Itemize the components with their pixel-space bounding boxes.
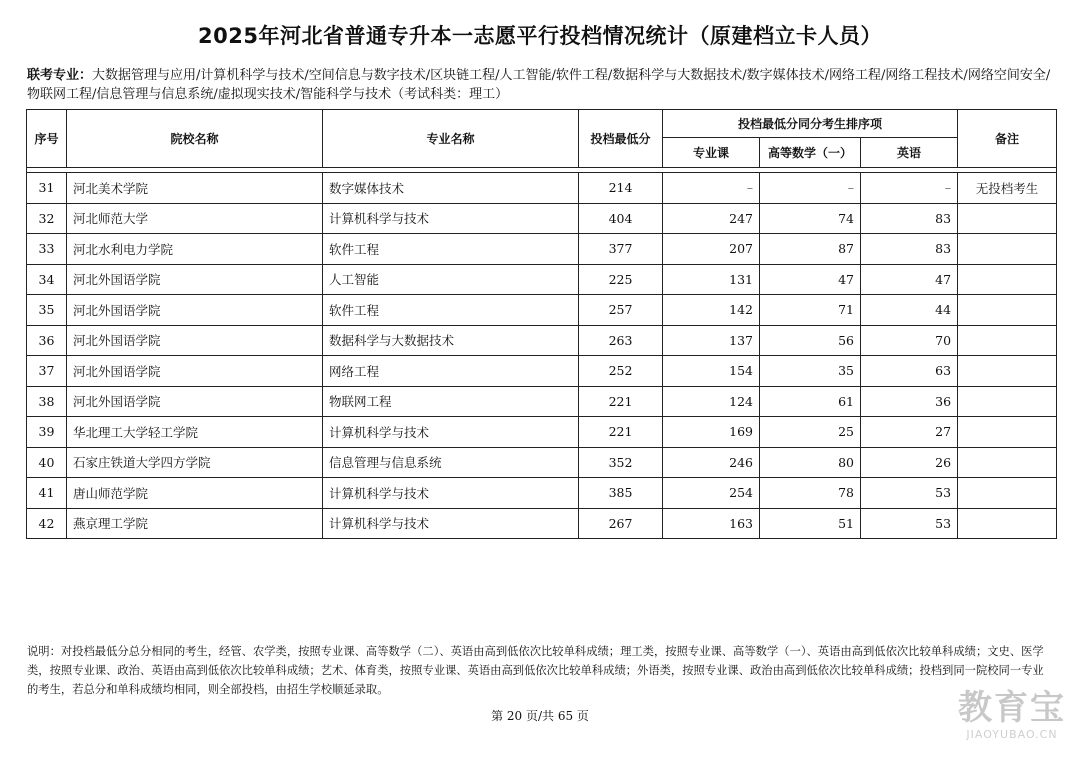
cell-major: 物联网工程 xyxy=(323,386,579,417)
cell-school: 燕京理工学院 xyxy=(67,508,323,539)
cell-school: 石家庄铁道大学四方学院 xyxy=(67,447,323,478)
cell-min-score: 252 xyxy=(579,356,663,387)
cell-major: 数据科学与大数据技术 xyxy=(323,325,579,356)
cell-min-score: 385 xyxy=(579,478,663,509)
table-row xyxy=(27,325,1057,356)
page-number: 第 20 页/共 65 页 xyxy=(491,709,589,723)
cell-seq: 32 xyxy=(27,203,67,234)
table-row xyxy=(27,508,1057,539)
cell-school: 河北外国语学院 xyxy=(67,264,323,295)
cell-min-score: 221 xyxy=(579,386,663,417)
cell-math: 61 xyxy=(760,386,861,417)
cell-note xyxy=(958,417,1057,448)
cell-math: 51 xyxy=(760,508,861,539)
subjects-lead: 联考专业： xyxy=(27,68,93,83)
cell-note xyxy=(958,356,1057,387)
cell-english: 26 xyxy=(861,447,958,478)
cell-note xyxy=(958,508,1057,539)
cell-note xyxy=(958,325,1057,356)
cell-school: 河北外国语学院 xyxy=(67,386,323,417)
cell-english: 70 xyxy=(861,325,958,356)
watermark-en: JIAOYUBAO.CN xyxy=(966,728,1058,741)
cell-english: 27 xyxy=(861,417,958,448)
cell-school: 河北外国语学院 xyxy=(67,325,323,356)
cell-seq: 37 xyxy=(27,356,67,387)
cell-seq: 40 xyxy=(27,447,67,478)
admission-table xyxy=(26,109,1057,539)
cell-major: 软件工程 xyxy=(323,234,579,265)
cell-major-course: 163 xyxy=(663,508,760,539)
cell-major-course: 207 xyxy=(663,234,760,265)
header-major: 专业名称 xyxy=(323,110,579,168)
cell-english: 47 xyxy=(861,264,958,295)
table-row xyxy=(27,264,1057,295)
table-row xyxy=(27,478,1057,509)
cell-min-score: 214 xyxy=(579,173,663,204)
cell-note xyxy=(958,295,1057,326)
table-row xyxy=(27,417,1057,448)
cell-major-course: 169 xyxy=(663,417,760,448)
table-row xyxy=(27,295,1057,326)
cell-math: 71 xyxy=(760,295,861,326)
cell-major-course: 247 xyxy=(663,203,760,234)
cell-min-score: 263 xyxy=(579,325,663,356)
cell-school: 河北水利电力学院 xyxy=(67,234,323,265)
cell-note xyxy=(958,478,1057,509)
cell-major-course: 254 xyxy=(663,478,760,509)
cell-min-score: 352 xyxy=(579,447,663,478)
cell-min-score: 267 xyxy=(579,508,663,539)
header-seq: 序号 xyxy=(27,110,67,168)
cell-math: 87 xyxy=(760,234,861,265)
cell-school: 河北美术学院 xyxy=(67,173,323,204)
cell-seq: 31 xyxy=(27,173,67,204)
subjects-text: 大数据管理与应用/计算机科学与技术/空间信息与数字技术/区块链工程/人工智能/软件工程/数据科学与大数据技术/数字媒体技术/网络工程/网络工程技术/网络空间安全/物联网工程/信息管理与信息系统/虚拟现实技术/智能科学与技术（考试科类：理工） xyxy=(27,68,1051,102)
watermark-logo xyxy=(958,688,1066,741)
cell-english: – xyxy=(861,173,958,204)
cell-seq: 42 xyxy=(27,508,67,539)
table-row xyxy=(27,386,1057,417)
cell-note xyxy=(958,234,1057,265)
cell-major: 网络工程 xyxy=(323,356,579,387)
cell-major-course: 124 xyxy=(663,386,760,417)
table-row xyxy=(27,173,1057,204)
subjects-list xyxy=(27,66,1057,104)
cell-english: 83 xyxy=(861,234,958,265)
cell-seq: 38 xyxy=(27,386,67,417)
cell-min-score: 225 xyxy=(579,264,663,295)
cell-major-course: – xyxy=(663,173,760,204)
cell-note: 无投档考生 xyxy=(958,173,1057,204)
cell-math: 56 xyxy=(760,325,861,356)
cell-math: 47 xyxy=(760,264,861,295)
cell-min-score: 377 xyxy=(579,234,663,265)
table-row xyxy=(27,356,1057,387)
page-title: 2025年河北省普通专升本一志愿平行投档情况统计（原建档立卡人员） xyxy=(198,24,882,48)
cell-seq: 41 xyxy=(27,478,67,509)
cell-note xyxy=(958,264,1057,295)
cell-school: 华北理工大学轻工学院 xyxy=(67,417,323,448)
watermark-cn: 教育宝 xyxy=(958,688,1066,728)
cell-english: 44 xyxy=(861,295,958,326)
cell-math: 35 xyxy=(760,356,861,387)
cell-major: 计算机科学与技术 xyxy=(323,203,579,234)
cell-seq: 35 xyxy=(27,295,67,326)
header-rank-group: 投档最低分同分考生排序项 xyxy=(663,110,958,138)
cell-major: 计算机科学与技术 xyxy=(323,417,579,448)
footnote: 说明：对投档最低分总分相同的考生，经管、农学类，按照专业课、高等数学（二）、英语由高到低依次比较单科成绩；理工类，按照专业课、高等数学（一）、英语由高到低依次比较单科成绩；文史、医学类，按照专业课、政治、英语由高到低依次比较单科成绩；艺术、体育类，按照专业课、英语由高到低依次比较单科成绩；外语类，按照专业课、政治由高到低依次比较单科成绩；投档到同一院校同一专业的考生，若总分和单科成绩均相同，则全部投档，由招生学校顺延录取。 xyxy=(27,645,1044,696)
table-row xyxy=(27,234,1057,265)
cell-school: 唐山师范学院 xyxy=(67,478,323,509)
table-body xyxy=(27,173,1057,539)
header-sub-major-course: 专业课 xyxy=(663,138,760,168)
cell-major-course: 137 xyxy=(663,325,760,356)
cell-note xyxy=(958,386,1057,417)
cell-major-course: 246 xyxy=(663,447,760,478)
cell-major: 信息管理与信息系统 xyxy=(323,447,579,478)
cell-min-score: 221 xyxy=(579,417,663,448)
cell-major: 数字媒体技术 xyxy=(323,173,579,204)
cell-seq: 33 xyxy=(27,234,67,265)
header-school: 院校名称 xyxy=(67,110,323,168)
cell-math: 80 xyxy=(760,447,861,478)
cell-english: 36 xyxy=(861,386,958,417)
cell-school: 河北外国语学院 xyxy=(67,295,323,326)
cell-english: 53 xyxy=(861,508,958,539)
cell-english: 63 xyxy=(861,356,958,387)
cell-seq: 36 xyxy=(27,325,67,356)
cell-school: 河北外国语学院 xyxy=(67,356,323,387)
cell-major: 软件工程 xyxy=(323,295,579,326)
cell-note xyxy=(958,203,1057,234)
cell-note xyxy=(958,447,1057,478)
cell-min-score: 404 xyxy=(579,203,663,234)
cell-major: 计算机科学与技术 xyxy=(323,478,579,509)
cell-math: 78 xyxy=(760,478,861,509)
header-note: 备注 xyxy=(958,110,1057,168)
header-min-score: 投档最低分 xyxy=(579,110,663,168)
cell-english: 53 xyxy=(861,478,958,509)
header-sub-english: 英语 xyxy=(861,138,958,168)
cell-major: 计算机科学与技术 xyxy=(323,508,579,539)
table-row xyxy=(27,203,1057,234)
cell-major: 人工智能 xyxy=(323,264,579,295)
cell-math: – xyxy=(760,173,861,204)
cell-major-course: 154 xyxy=(663,356,760,387)
cell-major-course: 142 xyxy=(663,295,760,326)
cell-school: 河北师范大学 xyxy=(67,203,323,234)
cell-major-course: 131 xyxy=(663,264,760,295)
cell-min-score: 257 xyxy=(579,295,663,326)
table-row xyxy=(27,447,1057,478)
cell-math: 25 xyxy=(760,417,861,448)
cell-english: 83 xyxy=(861,203,958,234)
cell-seq: 39 xyxy=(27,417,67,448)
cell-seq: 34 xyxy=(27,264,67,295)
cell-math: 74 xyxy=(760,203,861,234)
header-sub-math: 高等数学（一） xyxy=(760,138,861,168)
